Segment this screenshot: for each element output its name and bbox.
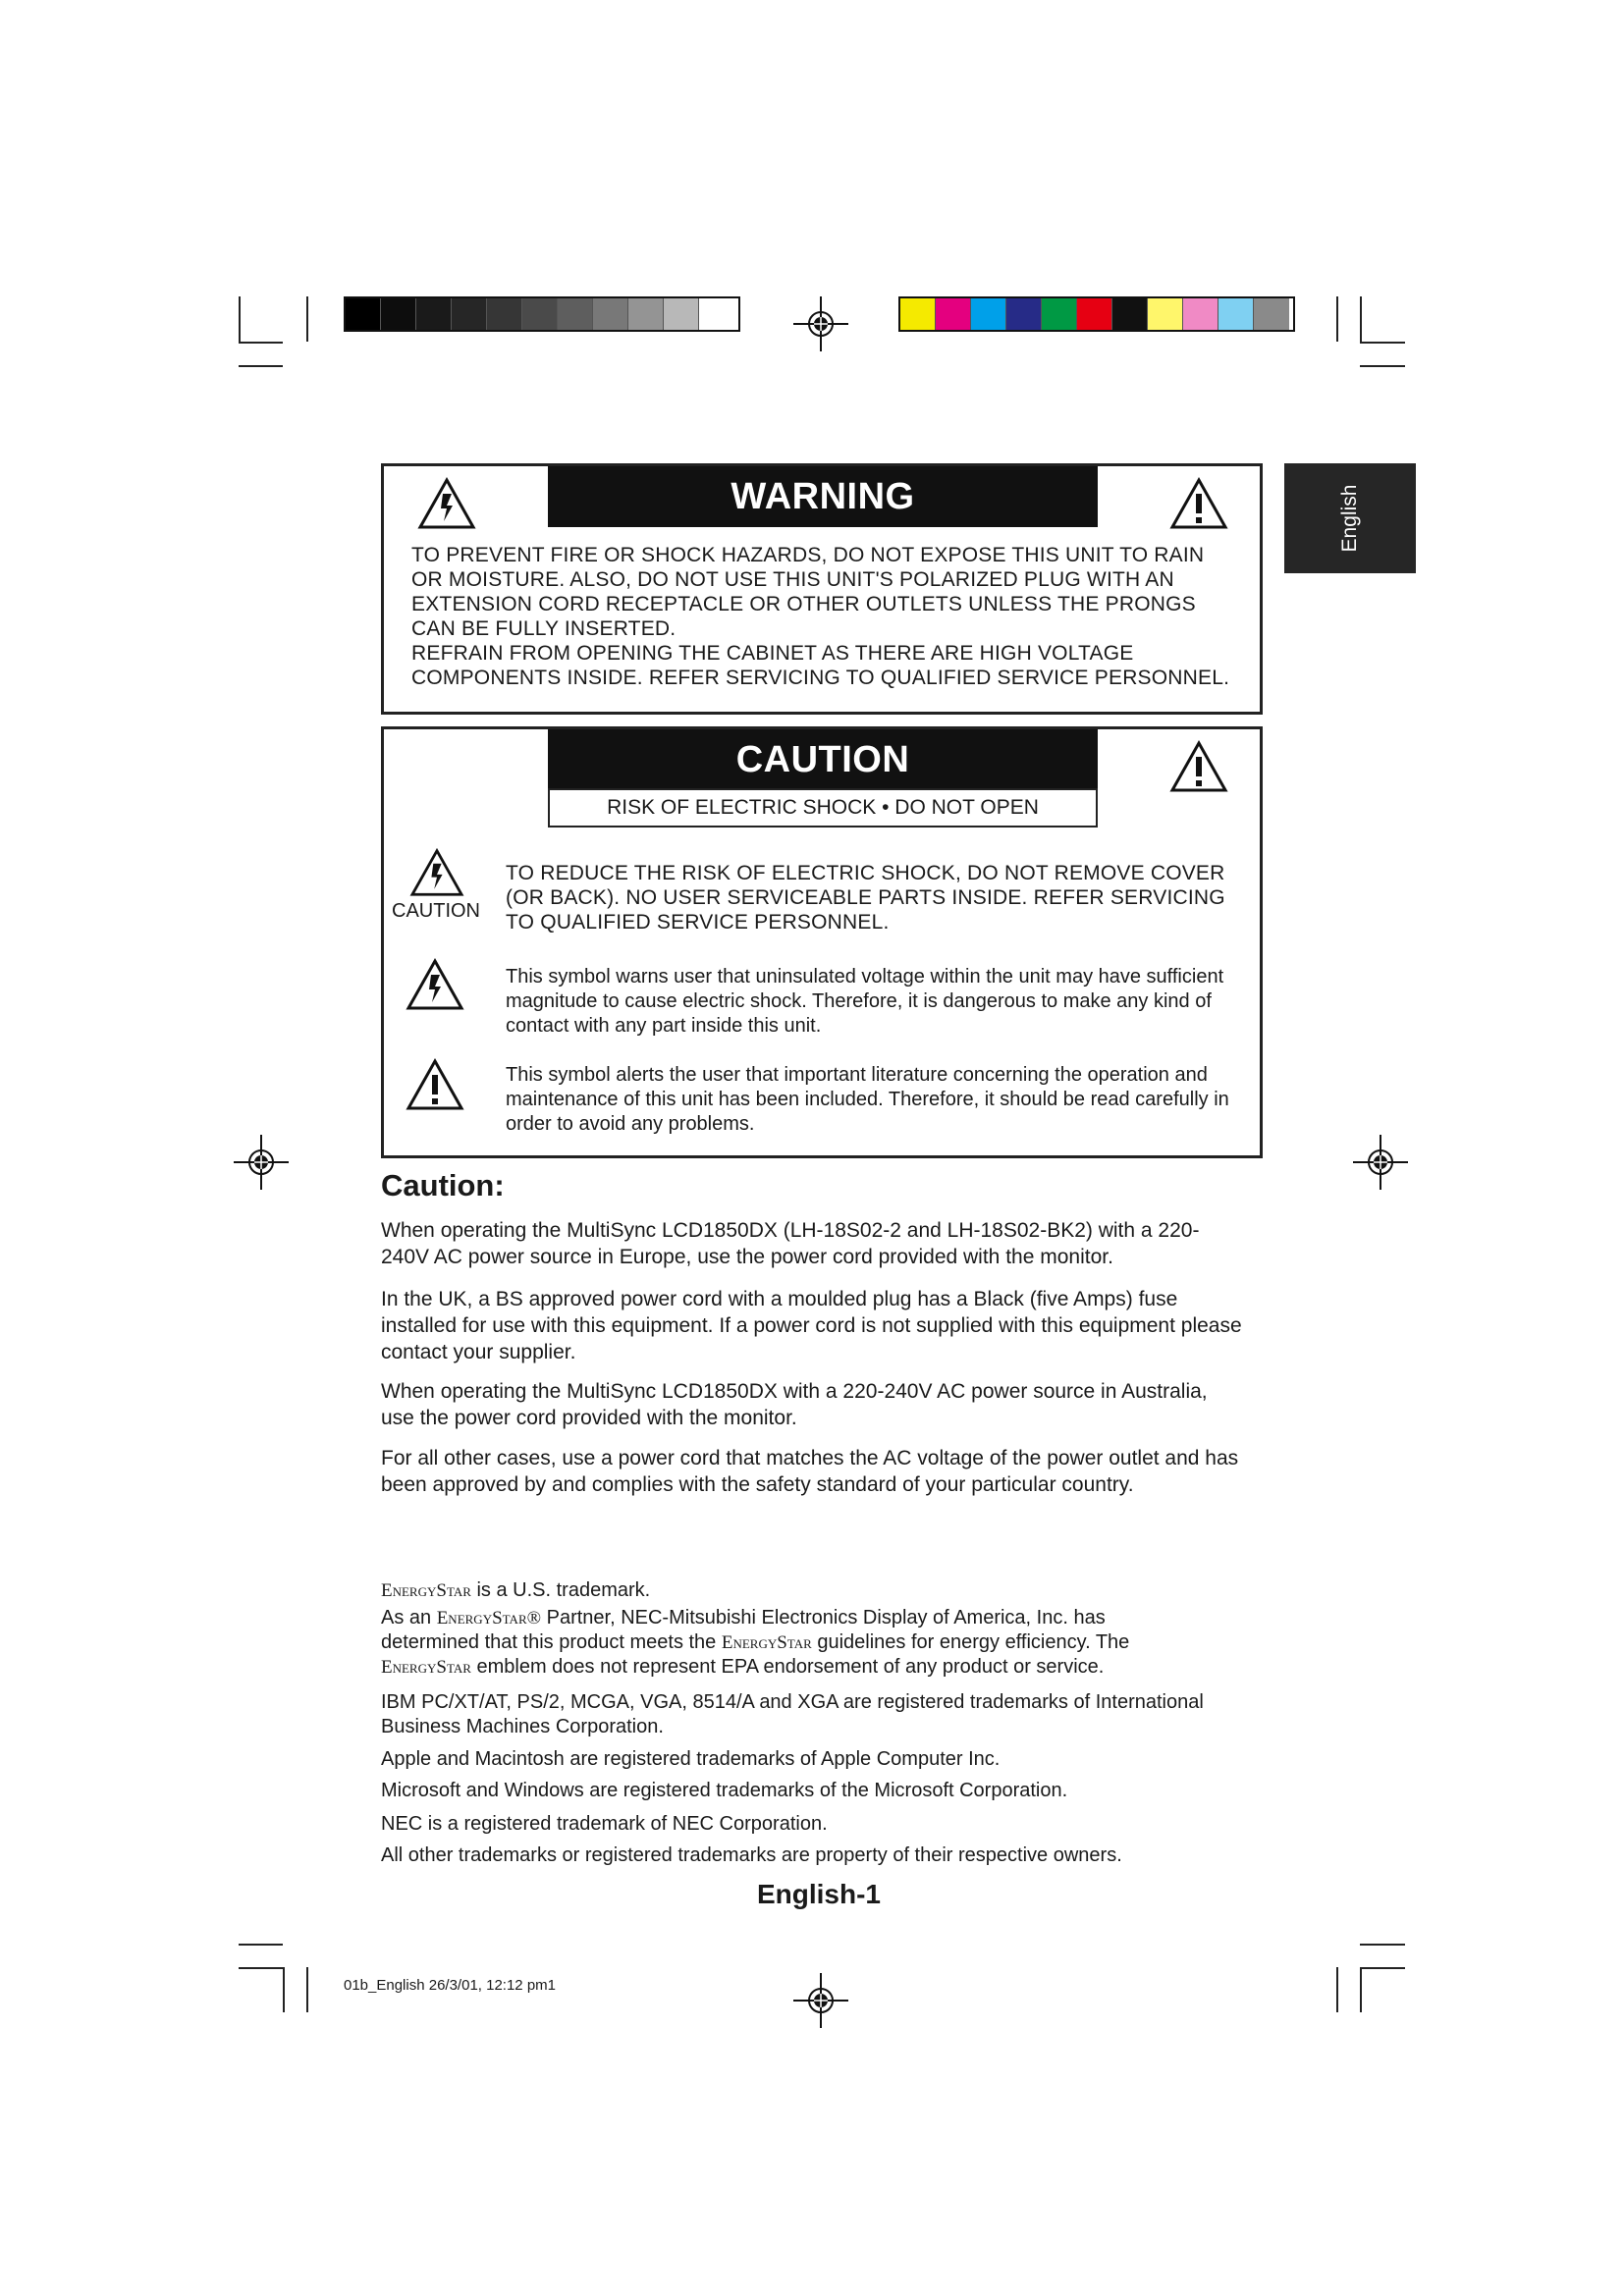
page-number: English-1	[756, 1879, 881, 1909]
registration-mark-icon	[234, 1135, 289, 1190]
color-swatch	[699, 298, 734, 330]
trademark-microsoft: Microsoft and Windows are registered trademarks of the Microsoft Corporation.	[381, 1780, 1068, 1801]
registration-mark-icon	[1353, 1135, 1408, 1190]
exclamation-warning-icon	[1169, 476, 1228, 531]
trademark-apple: Apple and Macintosh are registered trademarks of Apple Computer Inc.	[381, 1748, 1001, 1770]
color-swatch	[452, 298, 487, 330]
color-swatch	[522, 298, 558, 330]
caution-paragraph: For all other cases, use a power cord that matches the AC voltage of the power outlet and has been approved by and complies with the safety standard of your particular country.	[381, 1447, 1239, 1496]
lightning-warning-icon	[409, 847, 464, 898]
caution-title: CAUTION	[548, 729, 1098, 790]
color-swatch	[900, 298, 936, 330]
trademark-energystar-partner: As an EnergyStar® Partner, NEC-Mitsubishi Electronics Display of America, Inc. has determined that this product meets the EnergyStar guidelines for energy efficiency. The EnergyStar emblem does not represent EPA endorsement of any product or service.	[381, 1607, 1130, 1678]
warning-box	[381, 463, 1263, 715]
caution-heading: Caution:	[381, 1168, 505, 1202]
color-swatch	[346, 298, 381, 330]
caution-text-1: TO REDUCE THE RISK OF ELECTRIC SHOCK, DO NOT REMOVE COVER (OR BACK). NO USER SERVICEABLE PARTS INSIDE. REFER SERVICING TO QUALIFIED SERVICE PERSONNEL.	[506, 862, 1225, 934]
print-slug: 01b_English 26/3/01, 12:12 pm1	[344, 1977, 556, 1994]
registration-mark-icon	[793, 296, 848, 351]
color-swatch	[1112, 298, 1148, 330]
exclamation-warning-icon	[1169, 739, 1228, 794]
language-tab	[1284, 463, 1416, 573]
warning-title: WARNING	[548, 466, 1098, 527]
language-tab-label: English	[1338, 484, 1361, 553]
exclamation-warning-icon	[406, 1057, 464, 1112]
caution-paragraph: In the UK, a BS approved power cord with a moulded plug has a Black (five Amps) fuse installed for use with this equipment. If a power cord is not supplied with this equipment please contact your supplier.	[381, 1288, 1242, 1363]
caution-icon-label: CAUTION	[392, 900, 480, 922]
caution-text-2: This symbol warns user that uninsulated voltage within the unit may have sufficient magnitude to cause electric shock. Therefore, it is dangerous to make any kind of contact with any part inside this unit.	[506, 966, 1224, 1037]
gray-scale-bar	[344, 296, 740, 332]
color-swatch	[1254, 298, 1289, 330]
color-swatch	[558, 298, 593, 330]
color-swatch	[416, 298, 452, 330]
color-swatch	[1148, 298, 1183, 330]
color-swatch	[936, 298, 971, 330]
trademark-ibm: IBM PC/XT/AT, PS/2, MCGA, VGA, 8514/A and XGA are registered trademarks of International Business Machines Corporation.	[381, 1691, 1204, 1737]
caution-paragraph: When operating the MultiSync LCD1850DX (LH-18S02-2 and LH-18S02-BK2) with a 220-240V AC power source in Europe, use the power cord provided with the monitor.	[381, 1219, 1200, 1268]
color-swatch	[1042, 298, 1077, 330]
lightning-warning-icon	[417, 476, 476, 531]
color-swatch	[381, 298, 416, 330]
trademark-others: All other trademarks or registered trademarks are property of their respective owners.	[381, 1844, 1122, 1866]
trademark-nec: NEC is a registered trademark of NEC Corporation.	[381, 1813, 828, 1835]
warning-text: TO PREVENT FIRE OR SHOCK HAZARDS, DO NOT EXPOSE THIS UNIT TO RAIN OR MOISTURE. ALSO, DO NOT USE THIS UNIT'S POLARIZED PLUG WITH AN EXTENSION CORD RECEPTACLE OR OTHER OUTLETS UNLESS THE PRONGS CAN BE FULLY INSERTED.	[411, 544, 1205, 640]
trademark-energystar: EnergyStar is a U.S. trademark.	[381, 1579, 651, 1601]
color-bar	[898, 296, 1295, 332]
caution-box	[381, 726, 1263, 1158]
registration-mark-icon	[793, 1973, 848, 2028]
color-swatch	[1006, 298, 1042, 330]
color-swatch	[664, 298, 699, 330]
caution-text-3: This symbol alerts the user that important literature concerning the operation and maintenance of this unit has been included. Therefore, it should be read carefully in order to avoid any problems.	[506, 1064, 1229, 1135]
color-swatch	[628, 298, 664, 330]
color-swatch	[1077, 298, 1112, 330]
color-swatch	[1183, 298, 1218, 330]
warning-text-2: REFRAIN FROM OPENING THE CABINET AS THERE ARE HIGH VOLTAGE COMPONENTS INSIDE. REFER SERVICING TO QUALIFIED SERVICE PERSONNEL.	[411, 642, 1230, 689]
lightning-warning-icon	[406, 957, 464, 1012]
color-swatch	[971, 298, 1006, 330]
color-swatch	[593, 298, 628, 330]
caution-paragraph: When operating the MultiSync LCD1850DX with a 220-240V AC power source in Australia, use the power cord provided with the monitor.	[381, 1380, 1208, 1429]
caution-subtitle: RISK OF ELECTRIC SHOCK • DO NOT OPEN	[548, 788, 1098, 828]
color-swatch	[487, 298, 522, 330]
color-swatch	[1218, 298, 1254, 330]
